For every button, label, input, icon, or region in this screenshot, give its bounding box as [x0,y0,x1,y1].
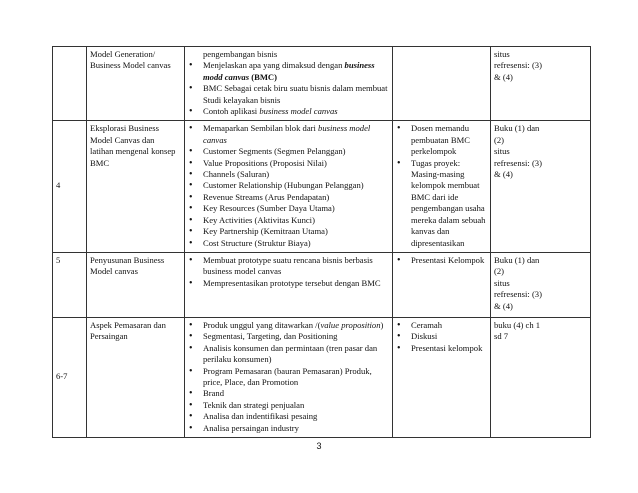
reference-line: situs [494,49,510,59]
reference-line: refresensi: (3) [494,60,542,71]
content-text: Segmentasi, Targeting, dan Positioning [203,331,338,342]
topic-line: Penyusunan Business [90,254,165,265]
content-text: Brand [203,388,225,399]
reference-line: situs [494,277,510,288]
reference-line: & (4) [494,71,513,82]
content-item [188,278,389,289]
method-list [396,255,487,266]
content-cell [185,317,393,437]
content-text: Memaparkan Sembilan blok dari [203,123,319,134]
page-number: 3 [316,441,322,451]
content-text: Key Partnership (Kemitraan Utama) [203,226,328,237]
week-number-cell [53,47,87,121]
content-text: Mempresentasikan prototype tersebut dengan BMC [203,277,381,288]
table-row [53,47,591,121]
content-item [188,226,389,237]
content-text: Teknik dan strategi penjualan [203,399,305,410]
content-text: Program Pemasaran (bauran Pemasaran) Produk, price, Place, dan Promotion [203,365,372,387]
content-text: Cost Structure (Struktur Biaya) [203,237,311,248]
content-item [188,388,389,399]
content-item [188,192,389,203]
reference-line: & (4) [494,300,513,311]
reference-line: & (4) [494,169,513,180]
content-item [188,400,389,411]
table-body [53,47,591,438]
content-item [188,203,389,214]
reference-line: situs [494,146,510,157]
content-item [188,238,389,249]
reference-cell [491,47,591,121]
lesson-plan-table [52,46,591,438]
topic-line: BMC [90,157,110,168]
method-item: • Presentasi kelompok [396,343,487,354]
topic-line: latihan mengenal konsep [90,146,176,157]
reference-line: (2) [494,134,505,145]
method-cell [393,252,491,317]
content-cell [185,47,393,121]
content-text: business model canvas [203,123,371,145]
content-item [188,320,389,331]
content-text: Contoh aplikasi [203,106,260,117]
content-text: Key Resources (Sumber Daya Utama) [203,203,335,214]
week-number-cell: 6-7 [53,317,87,437]
content-text: ) [380,319,384,330]
content-text: Analisa dan indentifikasi pesaing [203,411,318,422]
reference-line: Buku (1) dan [494,123,540,134]
topic-cell [87,252,185,317]
method-cell [393,317,491,437]
content-text: business modd canvas [203,60,375,82]
reference-cell [491,121,591,252]
reference-line: buku (4) ch 1 [494,319,541,330]
content-text: Analisis konsumen dan permintaan (tren pasar dan perilaku konsumen) [203,342,378,365]
content-item [188,146,389,157]
content-text: Produk unggul yang ditawarkan /( [203,319,321,330]
content-text: Analisa persaingan industry [203,422,299,433]
content-text: Channels (Saluran) [203,169,270,180]
topic-cell [87,121,185,252]
topic-line: Aspek Pemasaran dan [90,319,166,330]
content-text: BMC Sebagai cetak biru suatu bisnis dalam membuat Studi kelayakan bisnis [203,83,388,105]
content-text: Revenue Streams (Arus Pendapatan) [203,191,330,202]
content-text: business model canvas [259,106,338,117]
topic-line: Eksplorasi Business [90,123,159,134]
content-text: Membuat prototype suatu rencana bisnis berbasis business model canvas [203,254,373,277]
content-item [188,366,389,389]
topic-cell [87,317,185,437]
content-list [188,123,389,248]
content-item [188,60,389,83]
content-item [188,106,389,117]
content-item [188,169,389,180]
content-item [188,158,389,169]
content-text: pengembangan bisnis [203,49,278,59]
reference-line: sd 7 [494,331,509,342]
content-text: Menjelaskan apa yang dimaksud dengan [203,60,345,71]
content-text: Customer Segments (Segmen Pelanggan) [203,146,346,157]
reference-cell [491,317,591,437]
method-item: • Ceramah [396,320,487,331]
content-list [188,60,389,117]
content-item [188,343,389,366]
topic-line: Persaingan [90,331,128,342]
content-item [188,123,389,146]
topic-line: Model Canvas dan [90,134,155,145]
topic-line: Model canvas [90,266,138,277]
method-list [396,320,487,354]
week-number-cell: 4 [53,121,87,252]
reference-cell [491,252,591,317]
content-text: (BMC) [249,71,277,82]
table-row [53,317,591,437]
content-text: value proposition [320,319,381,330]
method-cell [393,47,491,121]
content-continuation [188,49,389,60]
content-list [188,320,389,434]
method-item: • Diskusi [396,331,487,342]
table-row [53,121,591,252]
content-text: Key Activities (Aktivitas Kunci) [203,214,315,225]
topic-cell [87,47,185,121]
reference-line: Buku (1) dan [494,254,540,265]
method-list [396,123,487,248]
method-item: • Dosen memandu pembuatan BMC perkelompok [396,123,487,157]
content-text: Value Propositions (Proposisi Nilai) [203,157,327,168]
reference-line: refresensi: (3) [494,157,542,168]
content-list [188,255,389,289]
reference-line: (2) [494,266,505,277]
method-item: • Tugas proyek: Masing-masing kelompok membuat BMC dari ide pengembangan usaha mereka dalam sebuah kanvas dan dipresentasikan [396,158,487,249]
content-item [188,83,389,106]
method-item: • Presentasi Kelompok [396,255,487,266]
content-cell [185,121,393,252]
content-text: Customer Relationship (Hubungan Pelanggan) [203,180,364,191]
week-number-cell: 5 [53,252,87,317]
content-item [188,255,389,278]
topic-line: Model Generation/ [90,49,156,59]
content-item [188,215,389,226]
method-cell [393,121,491,252]
content-cell [185,252,393,317]
content-item [188,180,389,191]
content-item [188,411,389,422]
content-item [188,423,389,434]
table-row [53,252,591,317]
topic-line: Business Model canvas [90,60,171,71]
reference-line: refresensi: (3) [494,289,542,300]
content-item [188,331,389,342]
